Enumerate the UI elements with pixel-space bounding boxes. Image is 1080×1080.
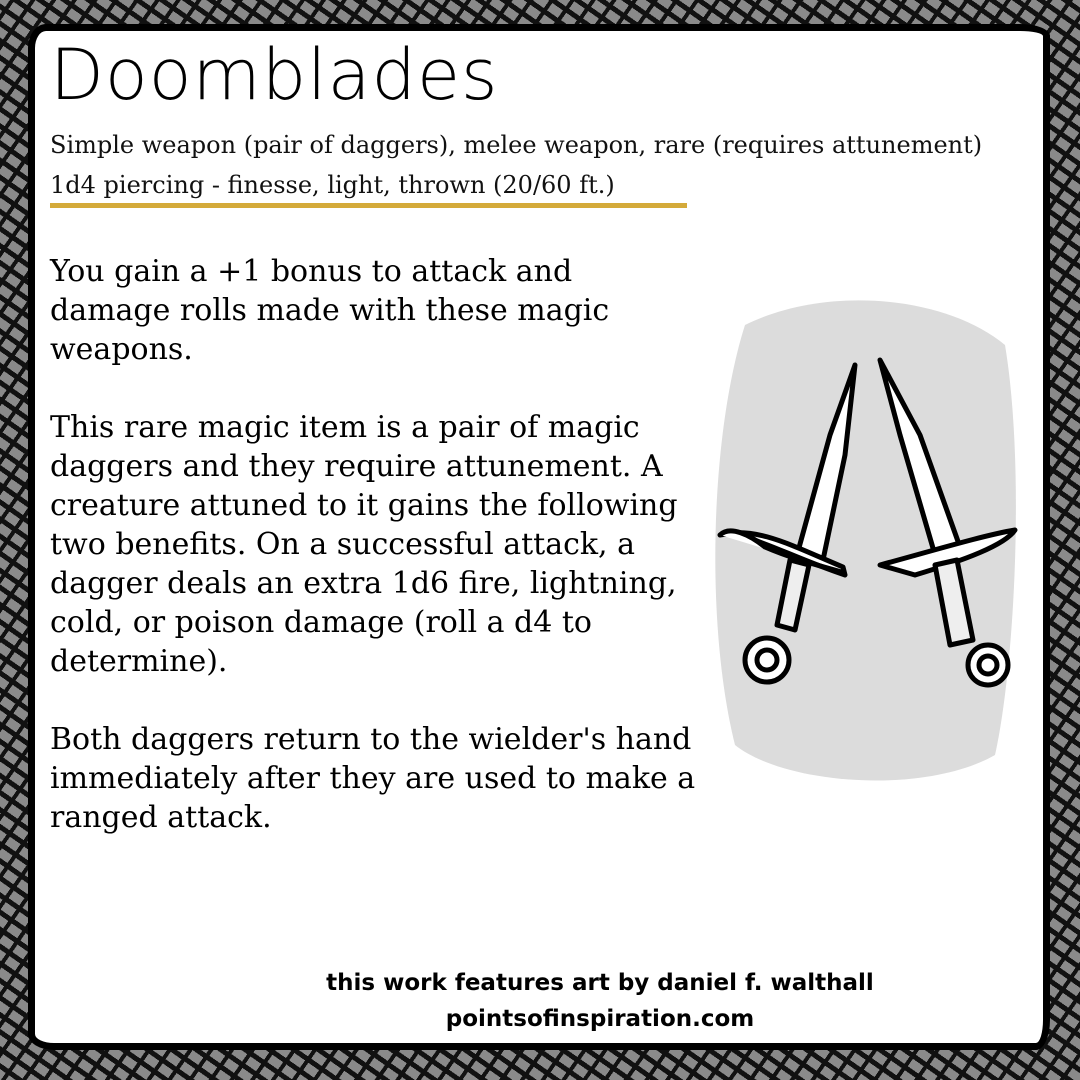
daggers-illustration	[705, 285, 1035, 795]
description-paragraph: You gain a +1 bonus to attack and damage rolls made with these magic weapons.	[50, 254, 610, 367]
description-paragraph: This rare magic item is a pair of magic daggers and they require attunement. A creature attuned to it gains the following two benefits. On a successful attack, a dagger deals an extra 1d6 fire, lightning, cold, or poison damage (roll a d4 to determine).	[50, 410, 678, 679]
item-type-line: Simple weapon (pair of daggers), melee weapon, rare (requires attunement)	[50, 131, 983, 159]
accent-divider	[50, 203, 687, 208]
description-paragraph: Both daggers return to the wielder's hand immediately after they are used to make a ranged attack.	[50, 722, 696, 835]
item-description	[50, 252, 700, 876]
item-title: Doomblades	[50, 34, 499, 116]
website-credit: pointsofinspiration.com	[445, 1006, 755, 1032]
item-damage-line: 1d4 piercing - finesse, light, thrown (20/60 ft.)	[50, 171, 615, 199]
art-credit: this work features art by daniel f. walthall	[326, 970, 874, 996]
